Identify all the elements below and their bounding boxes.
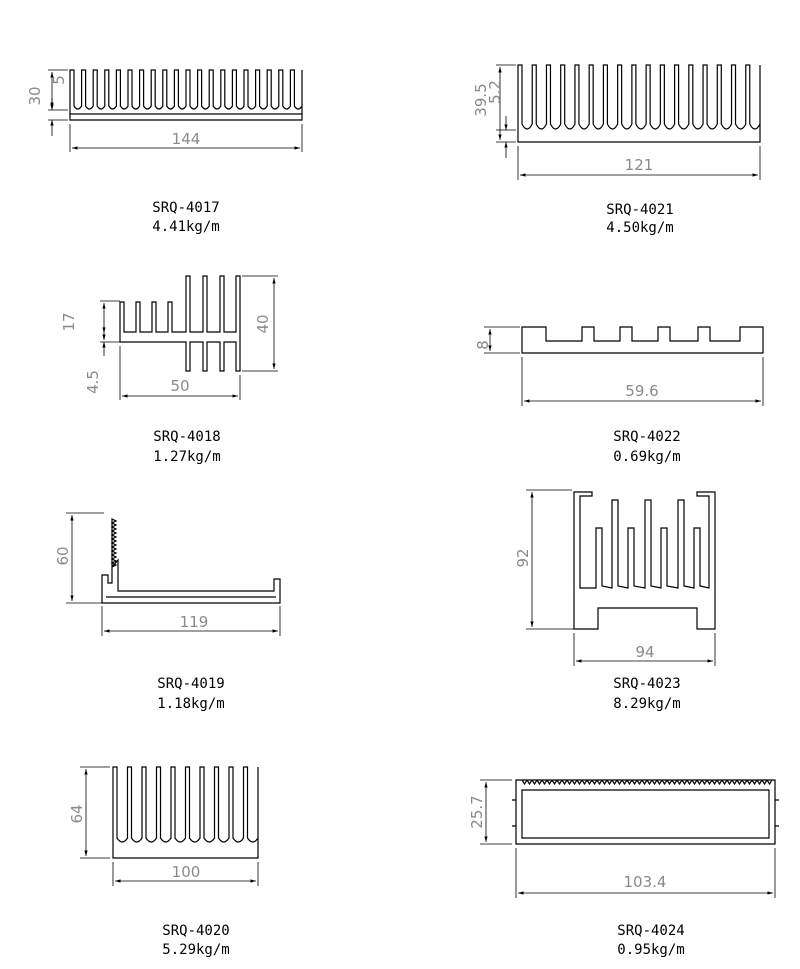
dim-height: 30 xyxy=(26,86,44,106)
product-code: SRQ-4022 xyxy=(613,429,681,445)
profile-srq-4021 xyxy=(472,65,760,180)
product-code: SRQ-4021 xyxy=(606,202,674,218)
dim-width: 103.4 xyxy=(623,873,667,891)
profile-srq-4022 xyxy=(474,327,763,406)
dim-base: 4.5 xyxy=(84,370,102,394)
product-code: SRQ-4023 xyxy=(613,676,681,692)
dim-width: 94 xyxy=(635,643,655,661)
dim-height: 8 xyxy=(474,340,492,350)
dim-width: 144 xyxy=(171,130,201,148)
product-code: SRQ-4017 xyxy=(152,200,220,216)
dim-height: 25.7 xyxy=(468,795,486,829)
product-weight: 0.69kg/m xyxy=(613,449,681,465)
dim-base: 5.2 xyxy=(486,80,504,104)
dim-width: 50 xyxy=(170,377,190,395)
dim-width: 121 xyxy=(624,156,654,174)
profile-srq-4017 xyxy=(26,70,302,152)
product-code: SRQ-4020 xyxy=(162,923,230,939)
product-weight: 8.29kg/m xyxy=(613,696,681,712)
product-weight: 1.18kg/m xyxy=(157,696,225,712)
product-weight: 4.50kg/m xyxy=(606,220,674,236)
dim-width: 119 xyxy=(179,613,209,631)
profile-srq-4024 xyxy=(468,780,779,898)
dim-height: 64 xyxy=(68,804,86,824)
profile-srq-4018 xyxy=(60,276,278,400)
profile-srq-4023 xyxy=(514,490,715,666)
dim-width: 59.6 xyxy=(625,382,659,400)
dim-fin-gap: 5 xyxy=(50,75,68,85)
product-weight: 0.95kg/m xyxy=(617,942,685,958)
profile-srq-4019 xyxy=(54,513,280,636)
product-weight: 1.27kg/m xyxy=(153,449,221,465)
product-code: SRQ-4018 xyxy=(153,429,221,445)
dim-fin-height: 17 xyxy=(60,312,78,332)
dim-height: 60 xyxy=(54,546,72,566)
product-code: SRQ-4019 xyxy=(157,676,225,692)
dim-height: 40 xyxy=(254,314,272,334)
dim-height: 92 xyxy=(514,548,532,568)
product-weight: 5.29kg/m xyxy=(162,942,230,958)
product-weight: 4.41kg/m xyxy=(152,219,220,235)
dim-width: 100 xyxy=(171,863,201,881)
product-code: SRQ-4024 xyxy=(617,923,685,939)
profile-srq-4020 xyxy=(68,767,258,886)
dim-height: 39.5 xyxy=(472,83,490,117)
